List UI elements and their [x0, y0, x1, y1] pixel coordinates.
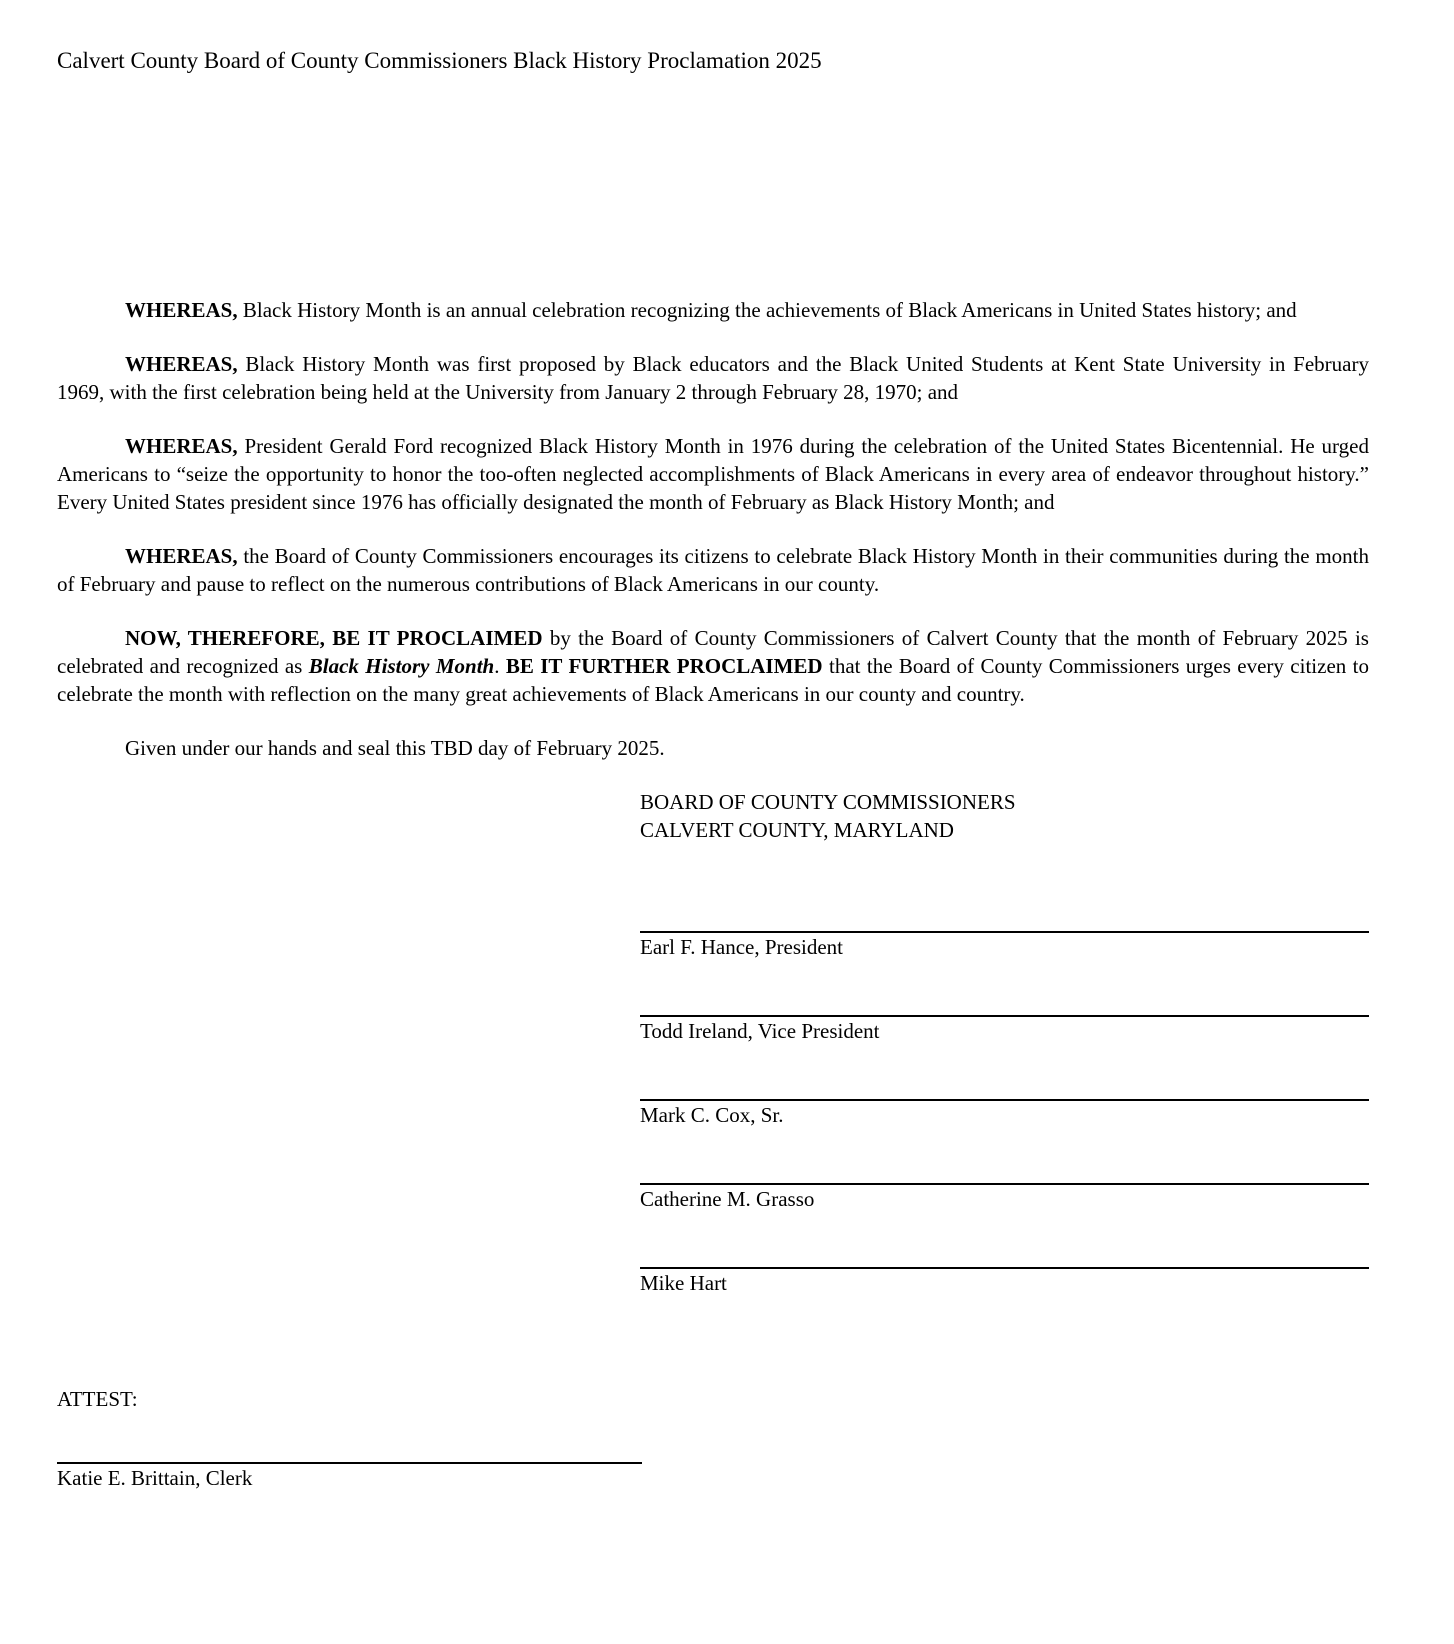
signatory-name: Mark C. Cox, Sr. [640, 1103, 784, 1127]
board-heading-line2: CALVERT COUNTY, MARYLAND [640, 818, 954, 842]
signatory-name: Todd Ireland, Vice President [640, 1019, 880, 1043]
whereas-paragraph-3 [57, 432, 1369, 516]
signatory-name: Catherine M. Grasso [640, 1187, 815, 1211]
whereas-lead: WHEREAS, [125, 434, 238, 458]
paragraph-text: Black History Month was first proposed by Black educators and the Black United Students at Kent State University in February 1969, with the first celebration being held at the University from January 2 through February 28, 1970; and [57, 352, 1369, 404]
signature-entry-president [640, 931, 1369, 961]
paragraph-text: . [494, 654, 506, 678]
attest-section [57, 1385, 1369, 1492]
attest-label: ATTEST: [57, 1387, 138, 1411]
further-proclaimed-lead: BE IT FURTHER PROCLAIMED [505, 654, 823, 678]
signatory-name: Mike Hart [640, 1271, 727, 1295]
given-under-hands-line: Given under our hands and seal this TBD day of February 2025. [125, 736, 665, 760]
paragraph-text: the Board of County Commissioners encourages its citizens to celebrate Black History Month in their communities during the month of February and pause to reflect on the numerous contributions of Black Americans in our county. [57, 544, 1369, 596]
black-history-month-emphasis: Black History Month [308, 654, 495, 678]
document-title: Calvert County Board of County Commissioners Black History Proclamation 2025 [57, 48, 822, 73]
whereas-lead: WHEREAS, [125, 352, 238, 376]
paragraph-text: President Gerald Ford recognized Black History Month in 1976 during the celebration of the United States Bicentennial. He urged Americans to “seize the opportunity to honor the too-often neglected accomplishments of Black Americans in every area of endeavor throughout history.” Every United States president since 1976 has officially designated the month of February as Black History Month; and [57, 434, 1369, 514]
whereas-paragraph-4 [57, 542, 1369, 598]
signature-entry-vice-president [640, 1015, 1369, 1045]
proclaimed-lead: NOW, THEREFORE, BE IT PROCLAIMED [125, 626, 543, 650]
paragraph-text: that the Board of County Commissioners urges every citizen to celebrate the month with reflection on the many great achievements of Black Americans in our county and country. [57, 654, 1369, 706]
board-heading [640, 788, 1369, 844]
signature-section [640, 788, 1369, 1297]
proclamation-body [57, 296, 1369, 762]
paragraph-text: by the Board of County Commissioners of Calvert County that the month of February 2025 is celebrated and recognized as [57, 626, 1369, 678]
proclamation-paragraph [57, 624, 1369, 708]
whereas-paragraph-2 [57, 350, 1369, 406]
board-heading-line1: BOARD OF COUNTY COMMISSIONERS [640, 790, 1016, 814]
whereas-lead: WHEREAS, [125, 298, 238, 322]
signature-entry-grasso [640, 1183, 1369, 1213]
signature-entry-hart [640, 1267, 1369, 1297]
whereas-paragraph-1 [57, 296, 1369, 324]
paragraph-text: Black History Month is an annual celebration recognizing the achievements of Black Americans in United States history; and [237, 298, 1297, 322]
clerk-name: Katie E. Brittain, Clerk [57, 1466, 253, 1490]
signature-entry-cox [640, 1099, 1369, 1129]
whereas-lead: WHEREAS, [125, 544, 238, 568]
signatory-name: Earl F. Hance, President [640, 935, 844, 959]
